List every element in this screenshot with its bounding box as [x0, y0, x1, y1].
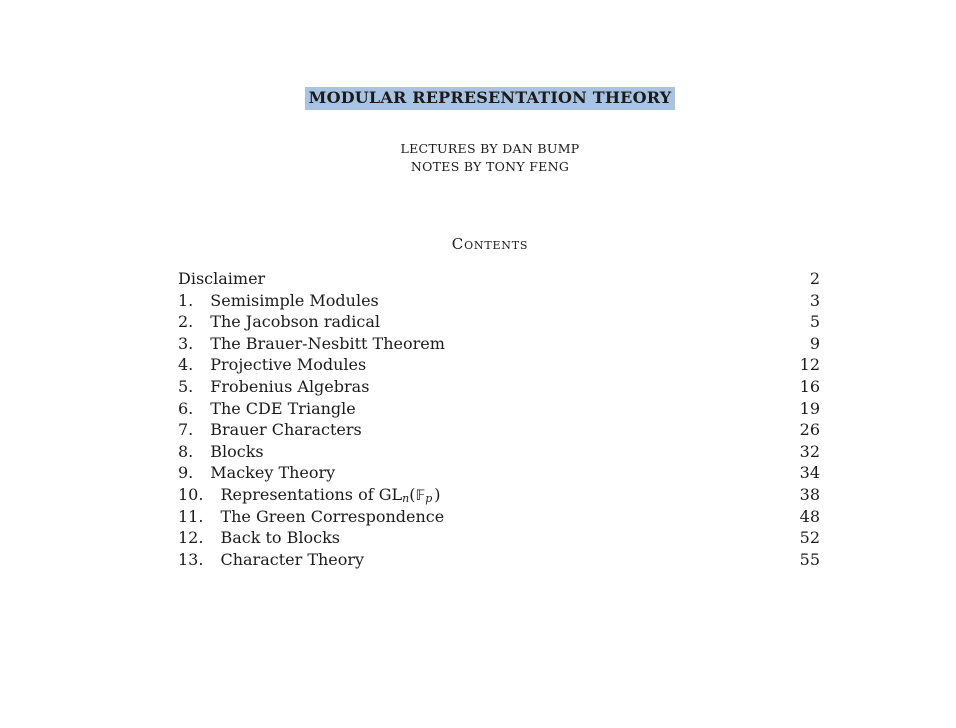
toc-entry[interactable] — [178, 398, 820, 420]
subscript-p: p — [425, 491, 433, 505]
toc-entry-page: 26 — [799, 420, 820, 440]
toc-entry-title: Projective Modules — [210, 355, 367, 375]
toc-entry-title: Brauer Characters — [210, 420, 362, 440]
toc-entry-number: 1. — [178, 290, 194, 310]
toc-entry-page: 48 — [799, 506, 820, 526]
toc-entry-title: The Brauer-Nesbitt Theorem — [210, 333, 445, 353]
toc-entry-number: 4. — [178, 355, 194, 375]
toc-entry-title: Frobenius Algebras — [210, 376, 370, 396]
toc-entry-page: 52 — [799, 528, 820, 548]
toc-entry[interactable] — [178, 419, 820, 441]
toc-entry-number: 5. — [178, 376, 194, 396]
toc-entry[interactable] — [178, 527, 820, 549]
toc-entry[interactable] — [178, 462, 820, 484]
toc-entry-number: 10. — [178, 484, 204, 504]
close-paren: ) — [434, 484, 441, 504]
toc-entry-title: The Green Correspondence — [220, 506, 445, 526]
toc-entry-title: Disclaimer — [178, 269, 266, 288]
toc-entry-number: 13. — [178, 549, 204, 569]
toc-entry[interactable] — [178, 333, 820, 355]
toc-entry-title: Semisimple Modules — [210, 290, 379, 310]
toc-entry-number: 7. — [178, 420, 194, 440]
double-struck-f: 𝔽 — [415, 487, 426, 504]
toc-entry-page: 2 — [809, 269, 820, 288]
toc-entry-title: The CDE Triangle — [210, 398, 356, 418]
open-paren: ( — [409, 484, 416, 504]
toc-entry-title: The Jacobson radical — [210, 312, 380, 332]
toc-entry-number: 6. — [178, 398, 194, 418]
contents-heading: Contents — [451, 235, 529, 253]
toc-entry-page: 12 — [799, 355, 820, 375]
toc-entry-page: 32 — [799, 441, 820, 461]
toc-entry-title — [220, 484, 440, 508]
toc-entry-title: Character Theory — [220, 549, 365, 569]
text-selection-highlight[interactable] — [305, 87, 676, 110]
toc-entry[interactable] — [178, 441, 820, 463]
toc-entry[interactable] — [178, 311, 820, 333]
toc-entry-title: Back to Blocks — [220, 528, 341, 548]
toc-entry-number: 9. — [178, 463, 194, 483]
toc-entry-number: 8. — [178, 441, 194, 461]
toc-entry-number: 3. — [178, 333, 194, 353]
table-of-contents — [178, 268, 820, 570]
toc-entry[interactable] — [178, 290, 820, 312]
byline-notes: NOTES BY TONY FENG — [410, 159, 570, 174]
toc-entry-page: 3 — [809, 290, 820, 310]
toc-entry-page: 55 — [799, 549, 820, 569]
toc-entry[interactable] — [178, 376, 820, 398]
toc-entry[interactable] — [178, 354, 820, 376]
byline-lectures: LECTURES BY DAN BUMP — [400, 141, 580, 156]
subscript-n: n — [402, 491, 410, 505]
toc-entry-page: 19 — [799, 398, 820, 418]
toc-entry-title: Mackey Theory — [210, 463, 336, 483]
toc-entry[interactable] — [178, 268, 820, 290]
toc-entry[interactable] — [178, 549, 820, 571]
toc-entry-page: 5 — [809, 312, 820, 332]
toc-entry-number: 2. — [178, 312, 194, 332]
toc-entry-number: 12. — [178, 528, 204, 548]
document-title: MODULAR REPRESENTATION THEORY — [308, 88, 672, 107]
toc-entry-number: 11. — [178, 506, 204, 526]
title-block — [160, 87, 820, 110]
toc-entry-page: 9 — [809, 333, 820, 353]
toc-title-text: Representations of GL — [220, 484, 403, 504]
toc-entry[interactable] — [178, 506, 820, 528]
toc-entry-page: 34 — [799, 463, 820, 483]
toc-entry-title: Blocks — [210, 441, 264, 461]
toc-entry-page: 16 — [799, 376, 820, 396]
toc-entry[interactable] — [178, 484, 820, 506]
toc-entry-page: 38 — [799, 484, 820, 504]
